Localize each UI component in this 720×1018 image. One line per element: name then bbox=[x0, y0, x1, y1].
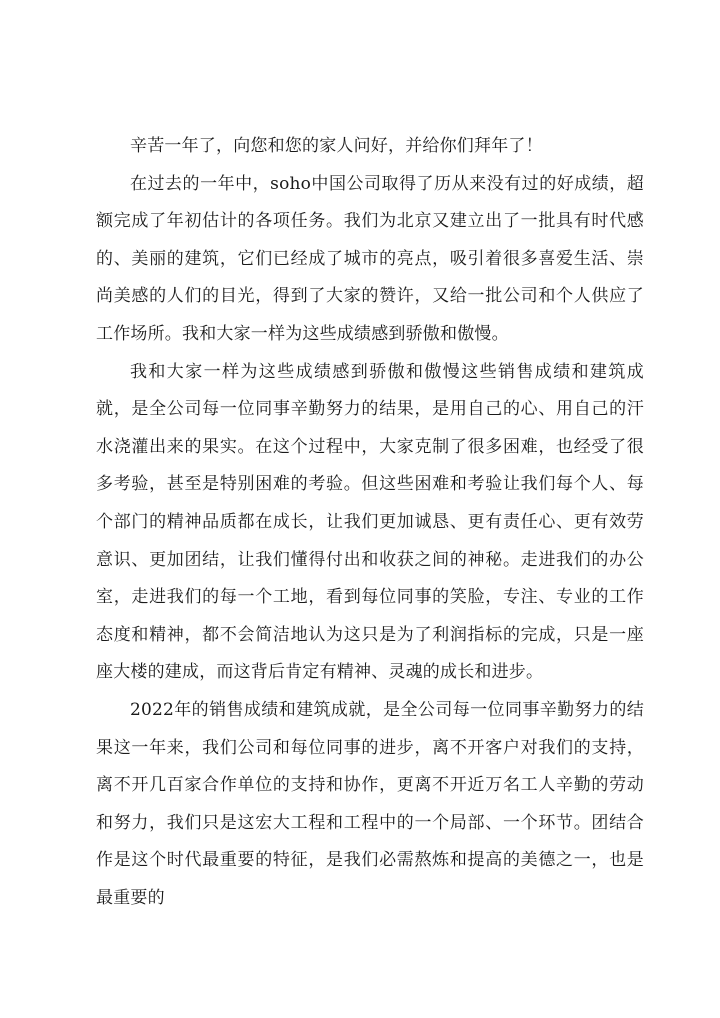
paragraph-greeting: 辛苦一年了，向您和您的家人问好，并给你们拜年了！ bbox=[130, 136, 543, 156]
document-body bbox=[96, 128, 644, 917]
paragraph-team-effort: 我和大家一样为这些成绩感到骄傲和傲慢这些销售成绩和建筑成就，是全公司每一位同事辛勤努力的结果，是用自己的心、用自己的汗水浇灌出来的果实。在这个过程中，大家克制了很多困难，也经受了很多考验，甚至是特别困难的考验。但这些困难和考验让我们每个人、每个部门的精神品质都在成长，让我们更加诚恳、更有责任心、更有效劳意识、更加团结，让我们懂得付出和收获之间的神秘。走进我们的办公室，走进我们的每一个工地，看到每位同事的笑脸，专注、专业的工作态度和精神，都不会简洁地认为这只是为了利润指标的完成，只是一座座大楼的建成，而这背后肯定有精神、灵魂的成长和进步。 bbox=[96, 361, 644, 683]
paragraph-achievements: 在过去的一年中，soho中国公司取得了历从来没有过的好成绩，超额完成了年初估计的各项任务。我们为北京又建立出了一批具有时代感的、美丽的建筑，它们已经成了城市的亮点，吸引着很多喜爱生活、崇尚美感的人们的目光，得到了大家的赞许，又给一批公司和个人供应了工作场所。我和大家一样为这些成绩感到骄傲和傲慢。 bbox=[96, 173, 644, 344]
paragraph-cooperation: 2022年的销售成绩和建筑成就，是全公司每一位同事辛勤努力的结果这一年来，我们公司和每位同事的进步，离不开客户对我们的支持，离不开几百家合作单位的支持和协作，更离不开近万名工人辛勤的劳动和努力，我们只是这宏大工程和工程中的一个局部、一个环节。团结合作是这个时代最重要的特征，是我们必需熬炼和提高的美德之一，也是最重要的 bbox=[96, 699, 644, 908]
